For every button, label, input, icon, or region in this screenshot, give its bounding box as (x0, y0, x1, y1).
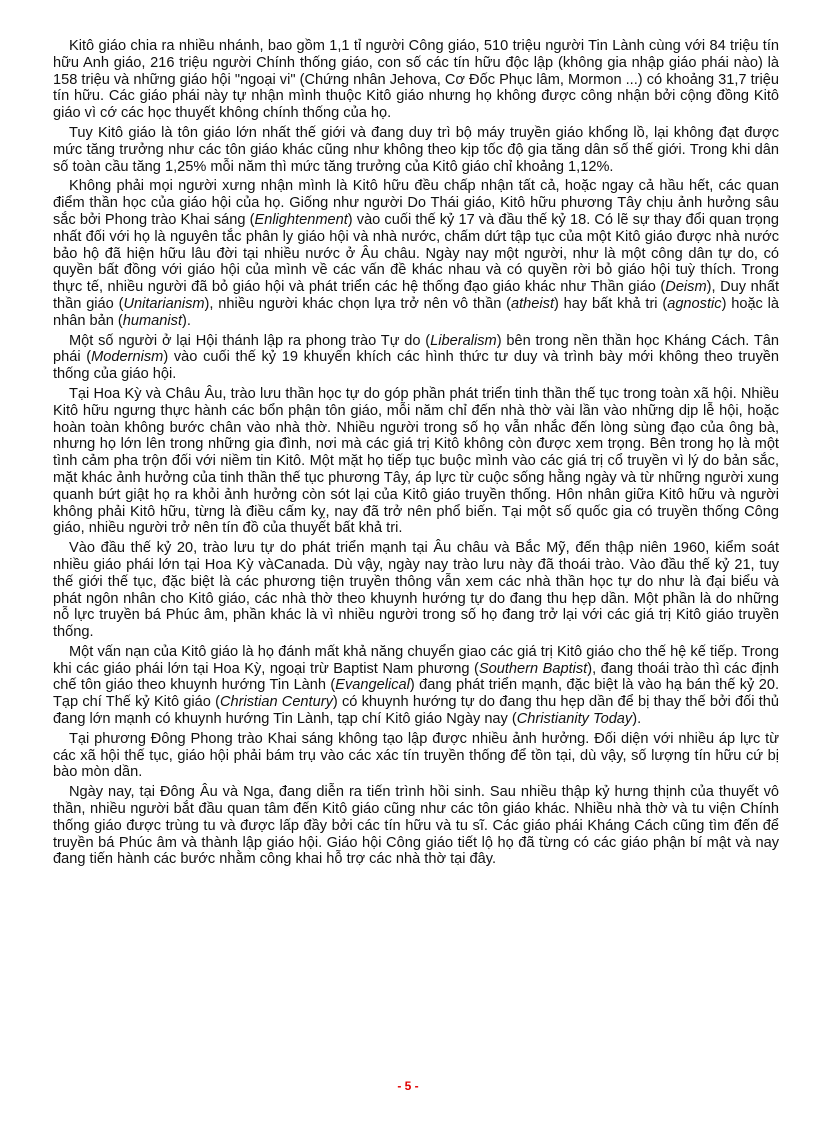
paragraph-8 (53, 731, 779, 781)
italic-term: Evangelical (335, 677, 410, 694)
text-run: ), đang thoái trào thì các định chế tôn giáo theo khuynh hướng Tin Lành ( (53, 660, 779, 694)
italic-term: Southern Baptist (478, 660, 588, 677)
paragraph-4 (53, 333, 779, 383)
text-run: ) bên trong nền thần học Kháng Cách. Tân phái ( (53, 332, 780, 366)
text-run: ). (632, 711, 642, 728)
text-run: Tại Hoa Kỳ và Châu Âu, trào lưu thần học tự do góp phần phát triển tinh thần thế tục trong toàn xã hội. Nhiều Kitô hữu ngưng thực hành các bổn phận tôn giáo, mỗi năm chỉ đến nhà thờ vài lần vào những dịp lễ hội, hoặc hoàn toàn không bước chân vào nhà thờ. Nhiều người trong số họ vẫn nhắc đến lòng sùng đạo của ông bà, nhưng họ lớn lên trong những gia đình, nơi mà các giá trị Kitô không còn được xem trọng. Bên trong họ là một tình cảm pha trộn đối với niềm tin Kitô. Một mặt họ tiếp tục buộc mình vào các giá trị cổ truyền vì lý do bản sắc, mặt khác ảnh hưởng của tinh thần thế tục phương Tây, áp lực từ cuộc sống hằng ngày và từ những người xung quanh bứt giật họ ra khỏi ảnh hưởng còn sót lại của Kitô giáo truyền thống. Hôn nhân giữa Kitô hữu và người không phải Kitô hữu, từng là điều cấm kỵ, nay đã trở nên phổ biến. Tại một số quốc gia có truyền thống Công giáo, nhiều người trở nên tín đồ của thuyết bất khả tri. (53, 385, 779, 537)
paragraph-7 (53, 644, 779, 728)
italic-term: atheist (511, 295, 555, 312)
text-run: ). (182, 312, 191, 329)
paragraph-5 (53, 386, 779, 537)
italic-term: Enlightenment (254, 211, 348, 228)
text-run: ) có khuynh hướng tự do đang thu hẹp dần để bị thay thế bởi đối thủ đang lớn mạnh có khuynh hướng Tin Lành, tạp chí Kitô giáo Ngày nay ( (53, 694, 779, 728)
paragraph-3 (53, 178, 779, 329)
paragraph-2 (53, 125, 779, 175)
paragraph-9 (53, 784, 779, 868)
italic-term: Unitarianism (123, 295, 205, 312)
italic-term: humanist (122, 312, 183, 329)
text-run: Một vấn nạn của Kitô giáo là họ đánh mất khả năng chuyển giao các giá trị Kitô giáo cho thế hệ kế tiếp. Trong khi các giáo phái lớn tại Hoa Kỳ, ngoại trừ Baptist Nam phương ( (53, 643, 779, 677)
paragraph-6 (53, 540, 779, 641)
text-run: ) vào cuối thế kỷ 19 khuyến khích các hình thức tư duy và trình bày mới không theo truyền thống của giáo hội. (53, 349, 779, 383)
text-run: ) hoặc là nhân bản ( (53, 295, 780, 329)
italic-term: Liberalism (430, 332, 497, 349)
text-run: ) vào cuối thế kỷ 17 và đầu thế kỷ 18. Có lẽ sự thay đổi quan trọng nhất đối với họ là nguyên tắc phân ly giáo hội và nhà nước, chấm dứt tập tục của một Kitô giáo được nhà nước bảo hộ đã hiện hữu lâu đời tại nhiều nước ở Âu châu. Ngày nay một người, như là một công dân tự do, có quyền bất đồng với giáo hội của mình về các vấn đề khác nhau và có quyền rời bỏ giáo hội tuỳ thích. Trong thực tế, nhiều người đã bỏ giáo hội và phát triển các hệ thống đạo giáo khác như Thần giáo ( (53, 211, 779, 296)
text-run: Vào đầu thế kỷ 20, trào lưu tự do phát triển mạnh tại Âu châu và Bắc Mỹ, đến thập niên 1960, kiểm soát nhiều giáo phái lớn tại Hoa Kỳ vàCanada. Dù vậy, ngày nay trào lưu này đã thoái trào. Vào đầu thế kỷ 21, tuy thế giới thế tục, đặc biệt là các phương tiện truyền thông vẫn xem các nhà thần học tự do như là đại biểu và phát ngôn nhân cho Kitô giáo, các nhà thờ theo khuynh hướng tự do đang thu hẹp dần. Một phần là do những nỗ lực truyền bá Phúc âm, phần khác là vì nhiều người trong số họ đang trở lại với các giá trị Kitô giáo truyền thống. (53, 540, 779, 641)
text-run: Tại phương Đông Phong trào Khai sáng không tạo lập được nhiều ảnh hưởng. Đối diện với nhiều áp lực từ các xã hội thế tục, giáo hội phải bám trụ vào các xác tín truyền thống để tồn tại, dù vậy, số lượng tín hữu cứ bị bào mòn dần. (53, 730, 779, 781)
italic-term: Modernism (91, 349, 164, 366)
italic-term: Deism (665, 279, 707, 296)
italic-term: Christianity Today (516, 711, 633, 728)
italic-term: Christian Century (219, 694, 333, 711)
text-run: Tuy Kitô giáo là tôn giáo lớn nhất thế giới và đang duy trì bộ máy truyền giáo khổng lồ, lại không đạt được mức tăng trưởng như các tôn giáo khác cũng như không theo kịp tốc độ gia tăng dân số thế giới. Trong khi dân số toàn cầu tăng 1,25% mỗi năm thì mức tăng trưởng của Kitô giáo chỉ khoảng 1,12%. (53, 124, 779, 175)
document-page (53, 38, 779, 871)
text-run: ) đang phát triển mạnh, đặc biệt là vào hạ bán thế kỷ 20. Tạp chí Thế kỷ Kitô giáo ( (53, 677, 779, 711)
text-run: Một số người ở lại Hội thánh lập ra phong trào Tự do ( (69, 332, 431, 349)
text-run: Không phải mọi người xưng nhận mình là Kitô hữu đều chấp nhận tất cả, hoặc ngay cả hầu hết, các quan điểm thần học của giáo hội của họ. Giống như người Do Thái giáo, Kitô hữu phương Tây chịu ảnh hưởng sâu sắc bởi Phong trào Khai sáng ( (53, 178, 779, 228)
text-run: ) hay bất khả tri ( (554, 295, 668, 312)
page-number: - 5 - (397, 1079, 419, 1093)
text-run: Kitô giáo chia ra nhiều nhánh, bao gồm 1,1 tỉ người Công giáo, 510 triệu người Tin Lành cùng với 84 triệu tín hữu Anh giáo, 216 triệu người Chính thống giáo, con số các tín hữu độc lập (không gia nhập giáo phái nào) là 158 triệu và những giáo hội "ngoại vi" (Chứng nhân Jehova, Cơ Đốc Phục lâm, Mormon ...) có khoảng 31,7 triệu tín hữu. Các giáo phái này tự nhận mình thuộc Kitô giáo nhưng họ không được công nhận bởi cộng đồng Kitô giáo vì cớ các học thuyết không chính thống của họ. (53, 38, 779, 122)
paragraph-1 (53, 38, 779, 122)
text-run: Ngày nay, tại Đông Âu và Nga, đang diễn ra tiến trình hồi sinh. Sau nhiều thập kỷ hưng thịnh của thuyết vô thần, nhiều người bắt đầu quan tâm đến Kitô giáo cũng như các tôn giáo khác. Nhiều nhà thờ và tu viện Chính thống giáo được trùng tu và được lấp đầy bởi các tín hữu và tu sĩ. Các giáo phái Kháng Cách cũng tìm đến để truyền bá Phúc âm và thành lập giáo hội. Giáo hội Công giáo tiết lộ họ đã từng có các giáo phận bí mật và nay đang tiến hành các bước nhằm công khai hỗ trợ các nhà thờ tại đây. (53, 784, 779, 868)
text-run: ), Duy nhất thần giáo ( (53, 279, 779, 312)
italic-term: agnostic (667, 295, 722, 312)
text-run: ), nhiều người khác chọn lựa trở nên vô thần ( (204, 295, 512, 312)
